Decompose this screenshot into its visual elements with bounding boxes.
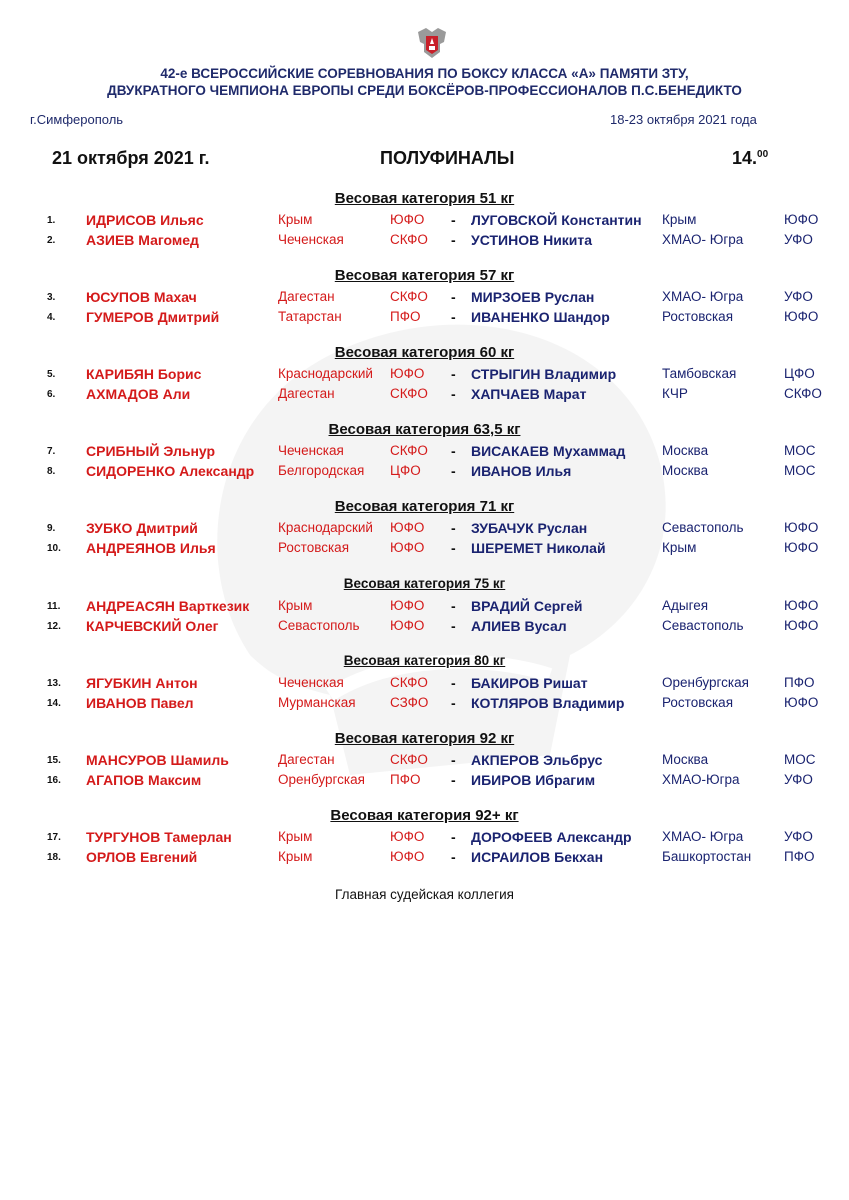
versus-dash: - — [451, 829, 456, 845]
bout-row — [0, 289, 849, 309]
red-corner-district: СКФО — [390, 231, 428, 247]
red-corner-region: Белгородская — [278, 462, 365, 478]
versus-dash: - — [451, 462, 456, 479]
red-corner-name: ЮСУПОВ Махач — [86, 289, 197, 305]
red-corner-district: ЮФО — [390, 617, 425, 633]
red-corner-name: АНДРЕЯНОВ Илья — [86, 539, 216, 556]
city: г.Симферополь — [30, 112, 124, 127]
bout-number: 2. — [47, 234, 56, 246]
bout-row — [0, 366, 849, 386]
blue-corner-name: ЗУБАЧУК Руслан — [471, 520, 588, 536]
red-corner-district: ЮФО — [390, 212, 425, 227]
blue-corner-district: МОС — [784, 443, 816, 458]
red-corner-district: ПФО — [390, 308, 421, 324]
weight-category-heading: Весовая категория 92+ кг — [330, 807, 519, 824]
red-corner-region: Татарстан — [278, 308, 342, 324]
blue-corner-name: АКПЕРОВ Эльбрус — [471, 752, 603, 768]
bout-number: 3. — [47, 292, 56, 303]
bout-row — [0, 695, 849, 715]
blue-corner-district: МОС — [784, 462, 816, 478]
bout-row — [0, 309, 849, 329]
blue-corner-name: АЛИЕВ Вусал — [471, 617, 567, 634]
blue-corner-district: УФО — [784, 289, 813, 304]
red-corner-region: Чеченская — [278, 231, 344, 247]
blue-corner-name: ИВАНОВ Илья — [471, 462, 572, 479]
bout-number: 18. — [47, 851, 61, 863]
red-corner-region: Крым — [278, 598, 313, 613]
bout-row — [0, 598, 849, 618]
blue-corner-district: УФО — [784, 771, 813, 787]
blue-corner-district: ЮФО — [784, 520, 819, 535]
weight-category-heading: Весовая категория 57 кг — [334, 267, 515, 284]
red-corner-region: Краснодарский — [278, 520, 373, 535]
bout-number: 5. — [47, 369, 56, 380]
bout-row — [0, 849, 849, 869]
bout-number: 7. — [47, 446, 56, 457]
red-corner-district: ЮФО — [390, 598, 425, 613]
red-corner-district: СКФО — [390, 385, 428, 401]
red-corner-name: КАРИБЯН Борис — [86, 366, 202, 382]
blue-corner-region: Тамбовская — [662, 366, 737, 381]
blue-corner-name: ИВАНЕНКО Шандор — [471, 308, 610, 325]
versus-dash: - — [451, 212, 456, 228]
blue-corner-region: Ростовская — [662, 694, 734, 710]
red-corner-district: СКФО — [390, 289, 428, 304]
blue-corner-district: ЮФО — [784, 617, 819, 633]
bout-number: 16. — [47, 774, 61, 786]
blue-corner-region: КЧР — [662, 385, 688, 401]
bout-number: 15. — [47, 755, 61, 766]
bout-number: 11. — [47, 601, 61, 612]
blue-corner-name: СТРЫГИН Владимир — [471, 366, 617, 382]
red-corner-name: ГУМЕРОВ Дмитрий — [86, 308, 220, 325]
red-corner-name: ЯГУБКИН Антон — [86, 675, 198, 691]
bout-row — [0, 772, 849, 792]
bout-row — [0, 463, 849, 483]
blue-corner-name: ХАПЧАЕВ Марат — [471, 385, 587, 402]
bout-row — [0, 520, 849, 540]
versus-dash: - — [451, 675, 456, 691]
red-corner-name: АГАПОВ Максим — [86, 771, 202, 788]
versus-dash: - — [451, 617, 456, 634]
weight-category-heading: Весовая категория 80 кг — [343, 653, 506, 668]
blue-corner-region: Москва — [662, 443, 709, 458]
bout-number: 4. — [47, 311, 56, 323]
red-corner-district: СКФО — [390, 675, 428, 690]
blue-corner-name: УСТИНОВ Никита — [471, 231, 593, 248]
bout-row — [0, 540, 849, 560]
red-corner-name: АНДРЕАСЯН Варткезик — [86, 598, 250, 614]
versus-dash: - — [451, 366, 456, 382]
red-corner-region: Крым — [278, 829, 313, 844]
red-corner-region: Крым — [278, 848, 313, 864]
blue-corner-region: Севастополь — [662, 617, 744, 633]
red-corner-district: СЗФО — [390, 694, 429, 710]
bout-row — [0, 443, 849, 463]
weight-category-heading: Весовая категория 60 кг — [334, 344, 515, 361]
red-corner-name: АЗИЕВ Магомед — [86, 231, 199, 248]
session-date: 21 октября 2021 г. — [52, 148, 210, 168]
blue-corner-region: Москва — [662, 462, 709, 478]
bout-row — [0, 386, 849, 406]
weight-category-heading: Весовая категория 51 кг — [334, 190, 515, 207]
red-corner-district: ЦФО — [390, 462, 421, 478]
versus-dash: - — [451, 289, 456, 305]
blue-corner-district: ЮФО — [784, 694, 819, 710]
blue-corner-region: ХМАО- Югра — [662, 289, 744, 304]
red-corner-name: АХМАДОВ Али — [86, 385, 191, 402]
versus-dash: - — [451, 694, 456, 711]
red-corner-district: ЮФО — [390, 520, 425, 535]
versus-dash: - — [451, 231, 456, 248]
blue-corner-region: ХМАО- Югра — [662, 829, 744, 844]
red-corner-district: ЮФО — [390, 848, 425, 864]
red-corner-name: МАНСУРОВ Шамиль — [86, 752, 229, 768]
blue-corner-region: Крым — [662, 212, 697, 227]
red-corner-region: Севастополь — [278, 617, 360, 633]
red-corner-district: ЮФО — [390, 829, 425, 844]
bout-number: 13. — [47, 678, 61, 689]
red-corner-region: Дагестан — [278, 752, 335, 767]
red-corner-name: СРИБНЫЙ Эльнур — [86, 443, 216, 459]
red-corner-region: Мурманская — [278, 694, 356, 710]
red-corner-region: Ростовская — [278, 539, 350, 555]
blue-corner-district: ЮФО — [784, 539, 819, 555]
blue-corner-name: ШЕРЕМЕТ Николай — [471, 539, 606, 556]
blue-corner-district: ЦФО — [784, 366, 815, 381]
blue-corner-district: МОС — [784, 752, 816, 767]
red-corner-district: ЮФО — [390, 366, 425, 381]
blue-corner-region: ХМАО- Югра — [662, 231, 744, 247]
versus-dash: - — [451, 752, 456, 768]
red-corner-district: СКФО — [390, 443, 428, 458]
versus-dash: - — [451, 848, 456, 865]
blue-corner-district: УФО — [784, 829, 813, 844]
bout-row — [0, 212, 849, 232]
blue-corner-region: ХМАО-Югра — [662, 771, 740, 787]
red-corner-name: СИДОРЕНКО Александр — [86, 462, 255, 479]
blue-corner-name: ДОРОФЕЕВ Александр — [471, 829, 632, 845]
bout-row — [0, 752, 849, 772]
red-corner-region: Дагестан — [278, 289, 335, 304]
versus-dash: - — [451, 385, 456, 402]
blue-corner-region: Крым — [662, 539, 697, 555]
versus-dash: - — [451, 598, 456, 614]
session-time-minutes: 00 — [757, 149, 769, 160]
red-corner-region: Оренбургская — [278, 771, 365, 787]
blue-corner-region: Башкортостан — [662, 848, 752, 864]
red-corner-name: ИДРИСОВ Ильяс — [86, 212, 204, 228]
red-corner-region: Чеченская — [278, 675, 344, 690]
bout-row — [0, 618, 849, 638]
versus-dash: - — [451, 520, 456, 536]
blue-corner-district: ЮФО — [784, 212, 819, 227]
red-corner-region: Крым — [278, 212, 313, 227]
versus-dash: - — [451, 443, 456, 459]
blue-corner-name: БАКИРОВ Ришат — [471, 675, 588, 691]
bout-number: 9. — [47, 523, 56, 534]
bout-number: 1. — [47, 215, 56, 226]
session-time-hour: 14. — [732, 148, 758, 168]
red-corner-district: СКФО — [390, 752, 428, 767]
versus-dash: - — [451, 308, 456, 325]
weight-category-heading: Весовая категория 92 кг — [334, 730, 515, 747]
versus-dash: - — [451, 771, 456, 788]
blue-corner-district: СКФО — [784, 385, 822, 401]
blue-corner-region: Ростовская — [662, 308, 734, 324]
red-corner-name: ТУРГУНОВ Тамерлан — [86, 829, 232, 845]
red-corner-name: ЗУБКО Дмитрий — [86, 520, 198, 536]
session-time — [732, 148, 768, 169]
red-corner-name: КАРЧЕВСКИЙ Олег — [86, 617, 219, 634]
bout-number: 12. — [47, 620, 61, 632]
blue-corner-region: Севастополь — [662, 520, 744, 535]
title-line-2: ДВУКРАТНОГО ЧЕМПИОНА ЕВРОПЫ СРЕДИ БОКСЁРОВ-ПРОФЕССИОНАЛОВ П.С.БЕНЕДИКТО — [107, 83, 742, 98]
blue-corner-district: УФО — [784, 231, 813, 247]
title-line-1: 42-е ВСЕРОССИЙСКИЕ СОРЕВНОВАНИЯ ПО БОКСУ КЛАССА «А» ПАМЯТИ ЗТУ, — [160, 66, 689, 81]
weight-category-heading: Весовая категория 63,5 кг — [328, 421, 521, 438]
blue-corner-name: МИРЗОЕВ Руслан — [471, 289, 595, 305]
red-corner-district: ПФО — [390, 771, 421, 787]
red-corner-name: ИВАНОВ Павел — [86, 694, 194, 711]
blue-corner-district: ЮФО — [784, 598, 819, 613]
footer-signature: Главная судейская коллегия — [335, 887, 514, 902]
session-stage: ПОЛУФИНАЛЫ — [380, 148, 515, 168]
blue-corner-district: ПФО — [784, 675, 815, 690]
red-corner-name: ОРЛОВ Евгений — [86, 848, 198, 865]
red-corner-region: Чеченская — [278, 443, 344, 458]
bout-number: 6. — [47, 388, 56, 400]
versus-dash: - — [451, 539, 456, 556]
bout-row — [0, 232, 849, 252]
bout-row — [0, 675, 849, 695]
bout-number: 14. — [47, 697, 61, 709]
blue-corner-name: КОТЛЯРОВ Владимир — [471, 694, 625, 711]
bout-row — [0, 829, 849, 849]
ministry-emblem-icon — [412, 22, 452, 62]
blue-corner-region: Москва — [662, 752, 709, 767]
red-corner-region: Дагестан — [278, 385, 335, 401]
bout-number: 17. — [47, 832, 61, 843]
blue-corner-name: ВИСАКАЕВ Мухаммад — [471, 443, 626, 459]
bout-number: 10. — [47, 542, 61, 554]
bout-number: 8. — [47, 465, 56, 477]
blue-corner-name: ИСРАИЛОВ Бекхан — [471, 848, 604, 865]
blue-corner-name: ВРАДИЙ Сергей — [471, 598, 583, 614]
blue-corner-name: ИБИРОВ Ибрагим — [471, 771, 596, 788]
blue-corner-district: ЮФО — [784, 308, 819, 324]
blue-corner-region: Адыгея — [662, 598, 709, 613]
blue-corner-district: ПФО — [784, 848, 815, 864]
weight-category-heading: Весовая категория 75 кг — [343, 576, 506, 591]
blue-corner-name: ЛУГОВСКОЙ Константин — [471, 212, 642, 228]
weight-category-heading: Весовая категория 71 кг — [334, 498, 515, 515]
event-dates: 18-23 октября 2021 года — [610, 112, 757, 127]
red-corner-region: Краснодарский — [278, 366, 373, 381]
blue-corner-region: Оренбургская — [662, 675, 749, 690]
red-corner-district: ЮФО — [390, 539, 425, 555]
